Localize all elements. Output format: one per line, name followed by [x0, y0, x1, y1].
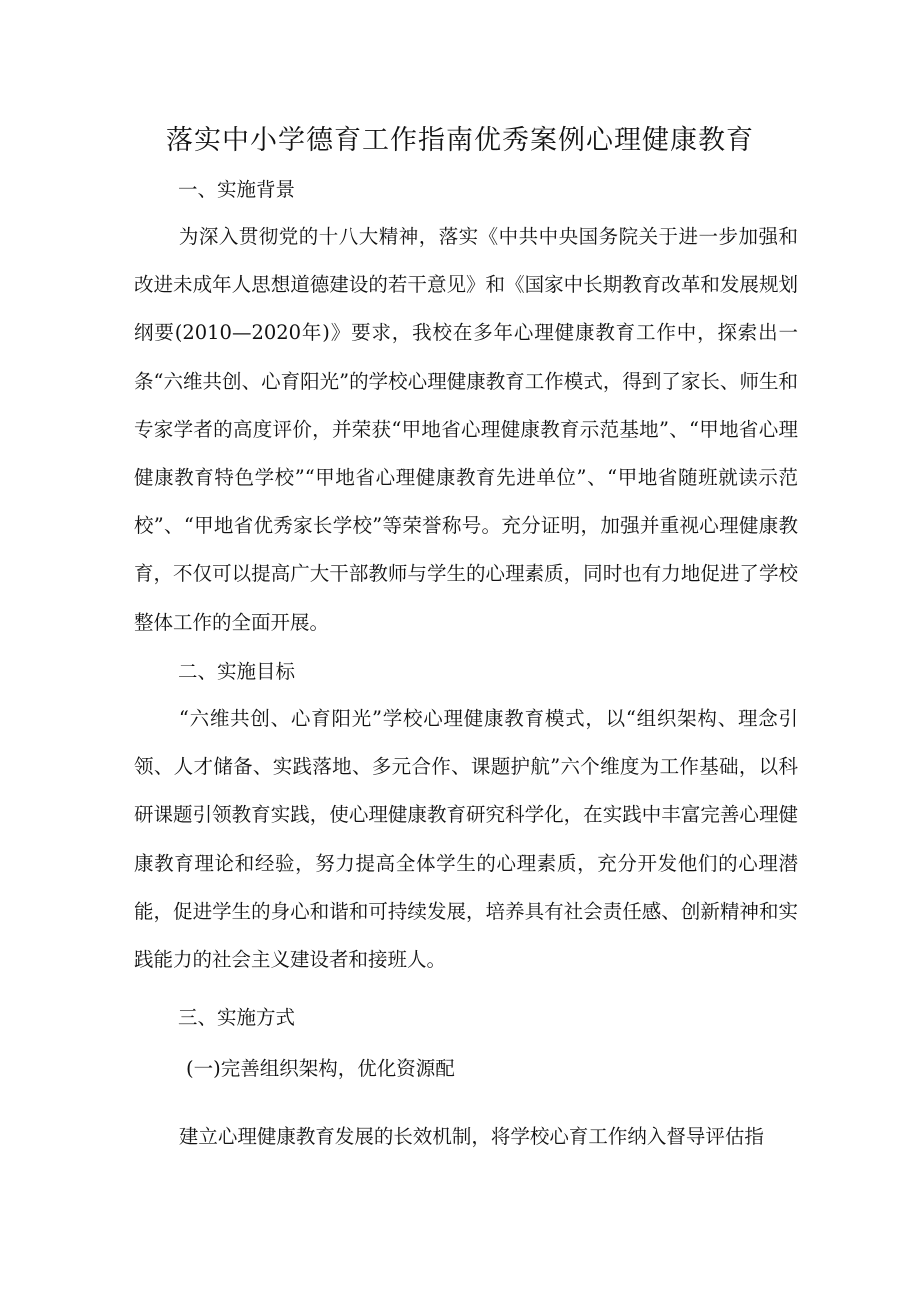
- section-paragraph-background: 为深入贯彻党的十八大精神，落实《中共中央国务院关于进一步加强和改进未成年人思想道德建设的若干意见》和《国家中长期教育改革和发展规划纲要(2010—2020年)》要求，我校在多年心理健康教育工作中，探索出一条“六维共创、心育阳光”的学校心理健康教育工作模式，得到了家长、师生和专家学者的高度评价，并荣获“甲地省心理健康教育示范基地”、“甲地省心理健康教育特色学校”“甲地省心理健康教育先进单位”、“甲地省随班就读示范校”、“甲地省优秀家长学校”等荣誉称号。充分证明，加强并重视心理健康教育，不仅可以提高广大干部教师与学生的心理素质，同时也有力地促进了学校整体工作的全面开展。: [134, 225, 798, 634]
- section-heading-goals: 二、实施目标: [178, 660, 296, 683]
- document-title: 落实中小学德育工作指南优秀案例心理健康教育: [166, 125, 754, 156]
- section-heading-methods: 三、实施方式: [178, 1006, 296, 1029]
- section-heading-background: 一、实施背景: [178, 178, 296, 201]
- section-paragraph-goals: “六维共创、心育阳光”学校心理健康教育模式，以“组织架构、理念引领、人才储备、实践落地、多元合作、课题护航”六个维度为工作基础，以科研课题引领教育实践，使心理健康教育研究科学化，在实践中丰富完善心理健康教育理论和经验，努力提高全体学生的心理素质，充分开发他们的心理潜能，促进学生的身心和谐和可持续发展，培养具有社会责任感、创新精神和实践能力的社会主义建设者和接班人。: [134, 707, 798, 972]
- section-paragraph-methods: 建立心理健康教育发展的长效机制，将学校心育工作纳入督导评估指: [178, 1125, 764, 1148]
- section-subheading-organization: (一)完善组织架构，优化资源配: [186, 1057, 455, 1080]
